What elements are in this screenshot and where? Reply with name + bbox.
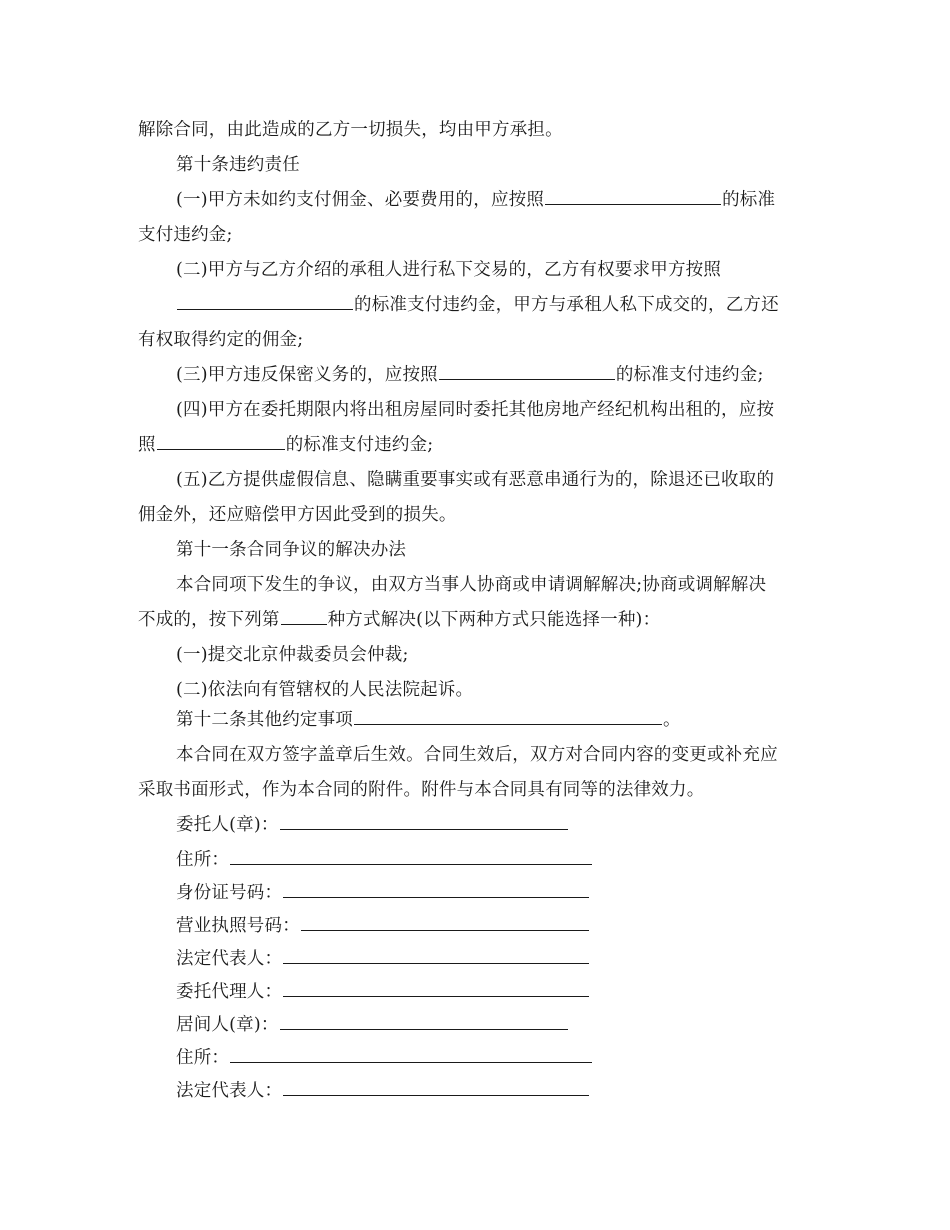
- text-line: 不成的，按下列第 种方式解决(以下两种方式只能选择一种)：: [138, 606, 660, 634]
- article-10-item-4: (四)甲方在委托期限内将出租房屋同时委托其他房地产经纪机构出租的，应按: [176, 400, 775, 420]
- signature-blank[interactable]: [283, 1077, 589, 1096]
- paragraph-text: 解除合同，由此造成的乙方一切损失，均由甲方承担。: [138, 120, 563, 140]
- article-12-title: 第十二条其他约定事项 。: [176, 706, 681, 734]
- signature-blank[interactable]: [283, 978, 589, 997]
- text-line: 有权取得约定的佣金;: [138, 330, 304, 350]
- signature-field-legal-rep: 法定代表人：: [176, 945, 590, 973]
- signature-field-intermediary-legal-rep: 法定代表人：: [176, 1077, 590, 1105]
- article-heading: 第十二条其他约定事项: [176, 710, 353, 730]
- article-heading: 第十条违约责任: [176, 155, 300, 175]
- fill-in-blank[interactable]: [177, 291, 353, 310]
- signature-blank[interactable]: [280, 811, 568, 830]
- article-10-item-3: (三)甲方违反保密义务的，应按照 的标准支付违约金;: [176, 361, 764, 389]
- article-11-option-2: (二)依法向有管辖权的人民法院起诉。: [176, 680, 474, 700]
- signature-field-intermediary-address: 住所：: [176, 1044, 593, 1072]
- text-line: 支付违约金;: [138, 225, 233, 245]
- article-11-title: [176, 536, 406, 564]
- signature-blank[interactable]: [280, 1011, 568, 1030]
- article-10-item-1: (一)甲方未如约支付佣金、必要费用的，应按照 的标准: [176, 186, 775, 214]
- text-line: 的标准支付违约金，甲方与承租人私下成交的，乙方还: [176, 291, 779, 319]
- fill-in-blank[interactable]: [281, 606, 327, 625]
- fill-in-blank[interactable]: [157, 431, 285, 450]
- signature-field-agent: 委托代理人：: [176, 978, 590, 1006]
- signature-field-id-number: 身份证号码：: [176, 879, 590, 907]
- signature-blank[interactable]: [230, 1044, 592, 1063]
- article-10-item-2: (二)甲方与乙方介绍的承租人进行私下交易的，乙方有权要求甲方按照: [176, 260, 722, 280]
- signature-blank[interactable]: [230, 846, 592, 865]
- closing-paragraph: 本合同在双方签字盖章后生效。合同生效后，双方对合同内容的变更或补充应: [176, 745, 778, 765]
- signature-blank[interactable]: [301, 912, 589, 931]
- fill-in-blank[interactable]: [354, 706, 662, 725]
- signature-field-principal: 委托人(章)：: [176, 811, 569, 839]
- signature-field-intermediary: 居间人(章)：: [176, 1011, 569, 1039]
- text-line: 照 的标准支付违约金;: [138, 431, 433, 459]
- article-heading: 第十一条合同争议的解决办法: [176, 540, 407, 560]
- signature-blank[interactable]: [283, 945, 589, 964]
- text-line: 采取书面形式，作为本合同的附件。附件与本合同具有同等的法律效力。: [138, 780, 705, 800]
- fill-in-blank[interactable]: [439, 361, 615, 380]
- text-line: 佣金外，还应赔偿甲方因此受到的损失。: [138, 505, 457, 525]
- text-line: [138, 116, 563, 144]
- article-11-paragraph: 本合同项下发生的争议，由双方当事人协商或申请调解解决;协商或调解解决: [176, 575, 767, 595]
- signature-field-business-license: 营业执照号码：: [176, 912, 590, 940]
- signature-field-address: 住所：: [176, 846, 593, 874]
- article-11-option-1: (一)提交北京仲裁委员会仲裁;: [176, 645, 409, 665]
- article-10-title: [176, 151, 300, 179]
- article-10-item-5: (五)乙方提供虚假信息、隐瞒重要事实或有恶意串通行为的，除退还已收取的: [176, 470, 775, 490]
- signature-blank[interactable]: [283, 879, 589, 898]
- fill-in-blank[interactable]: [545, 186, 721, 205]
